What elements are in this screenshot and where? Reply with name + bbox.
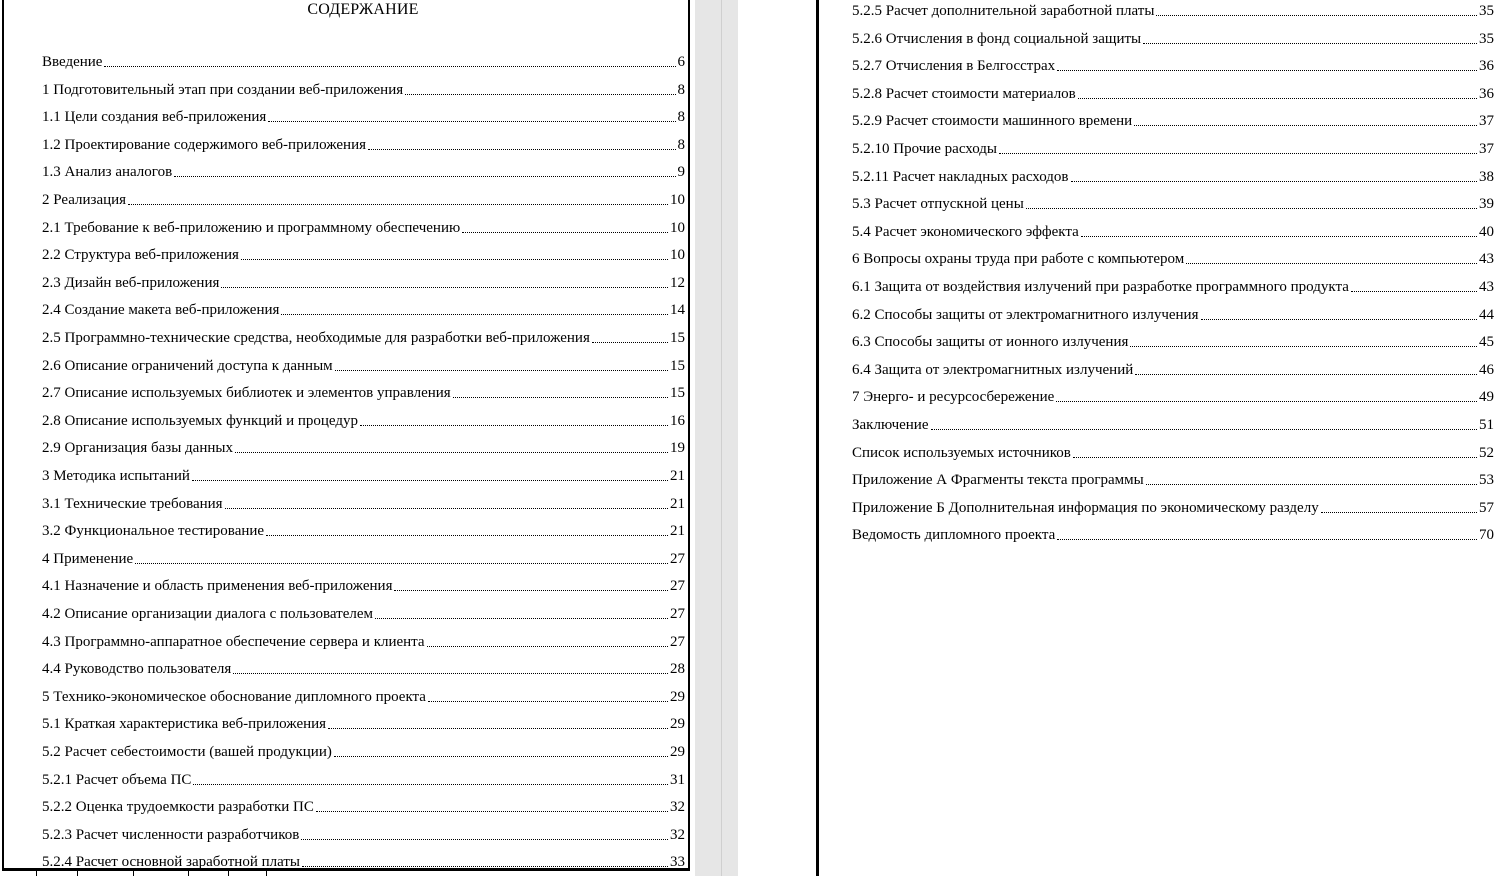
toc-entry-title: 2.3 Дизайн веб-приложения [42, 274, 220, 291]
toc-entry-page: 37 [1479, 141, 1494, 157]
toc-entry-page: 29 [670, 744, 685, 760]
toc-dot-leader [592, 342, 668, 343]
toc-entry-page: 40 [1479, 223, 1494, 240]
toc-dot-leader [316, 811, 668, 812]
toc-entry-title: 6.1 Защита от воздействия излучений при разработке программного продукта [852, 279, 1349, 295]
toc-entry-title: 1 Подготовительный этап при создании веб-приложения [42, 81, 404, 98]
toc-entry-page: 10 [670, 247, 685, 264]
toc-entry [852, 166, 1494, 186]
toc-dot-leader [128, 204, 668, 205]
toc-entry [852, 331, 1494, 351]
toc-entry-page: 10 [670, 192, 685, 208]
toc-entry-page: 46 [1479, 361, 1494, 378]
toc-dot-leader [1073, 457, 1477, 458]
toc-entry-page: 15 [670, 357, 685, 374]
toc-entry-page: 39 [1479, 196, 1494, 213]
toc-dot-leader [281, 314, 668, 315]
toc-entry-title: 2.6 Описание ограничений доступа к данным [42, 357, 333, 374]
toc-entry-page: 70 [1479, 527, 1494, 544]
toc-entry-page: 27 [670, 578, 685, 595]
toc-entry [852, 442, 1494, 462]
toc-dot-leader [375, 618, 668, 619]
toc-dot-leader [233, 673, 668, 674]
toc-entry-title: 4 Применение [42, 550, 134, 567]
toc-entry [42, 437, 685, 457]
toc-entry-page: 16 [670, 412, 685, 429]
toc-entry-page: 19 [670, 440, 685, 457]
toc-entry-title: 5.2.8 Расчет стоимости материалов [852, 85, 1076, 102]
toc-entry-page: 6 [677, 54, 685, 70]
toc-entry-page: 57 [1479, 499, 1494, 516]
toc-entry-page: 27 [670, 550, 685, 567]
toc-entry-title: 1.3 Анализ аналогов [42, 164, 173, 181]
toc-entry-title: 5.2.10 Прочие расходы [852, 141, 997, 157]
toc-entry-page: 37 [1479, 113, 1494, 130]
toc-list-left [42, 0, 685, 876]
toc-entry-page: 29 [670, 716, 685, 733]
toc-entry-page: 12 [670, 274, 685, 291]
toc-entry-page: 27 [670, 633, 685, 650]
toc-entry-title: 5.3 Расчет отпускной цены [852, 196, 1024, 213]
toc-dot-leader [428, 701, 668, 702]
toc-entry-title: 5.1 Краткая характеристика веб-приложения [42, 716, 327, 733]
toc-entry-title: 6.2 Способы защиты от электромагнитного излучения [852, 306, 1199, 323]
toc-entry [852, 248, 1494, 268]
toc-dot-leader [394, 590, 668, 591]
toc-dot-leader [193, 784, 668, 785]
toc-entry [42, 217, 685, 237]
toc-entry-title: 2.2 Структура веб-приложения [42, 247, 239, 264]
toc-entry-title: 4.1 Назначение и область применения веб-приложения [42, 578, 393, 595]
toc-entry-page: 38 [1479, 168, 1494, 185]
toc-entry-page: 32 [670, 799, 685, 816]
toc-entry-title: 3.1 Технические требования [42, 495, 223, 512]
toc-entry-title: 1.1 Цели создания веб-приложения [42, 109, 267, 126]
toc-entry-title: Заключение [852, 417, 929, 433]
toc-entry [42, 382, 685, 402]
toc-entry-page: 44 [1479, 306, 1494, 323]
toc-entry [42, 631, 685, 651]
toc-entry-title: 3 Методика испытаний [42, 468, 190, 484]
toc-dot-leader [1146, 484, 1477, 485]
toc-entry-page: 31 [670, 771, 685, 788]
toc-entry-page: 27 [670, 606, 685, 622]
toc-entry [852, 83, 1494, 103]
toc-entry [42, 410, 685, 430]
toc-dot-leader [368, 149, 675, 150]
toc-entry [42, 603, 685, 623]
toc-entry-page: 8 [677, 109, 685, 126]
toc-entry-title: 5 Технико-экономическое обоснование дипломного проекта [42, 688, 426, 705]
toc-dot-leader [235, 452, 668, 453]
toc-entry-title: 5.4 Расчет экономического эффекта [852, 223, 1079, 240]
toc-dot-leader [1156, 15, 1477, 16]
toc-entry-page: 29 [670, 688, 685, 705]
toc-entry-page: 8 [677, 81, 685, 98]
toc-dot-leader [1135, 374, 1477, 375]
toc-entry [42, 134, 685, 154]
toc-dot-leader [427, 646, 668, 647]
toc-entry [852, 524, 1494, 544]
toc-dot-leader [1056, 401, 1477, 402]
toc-dot-leader [328, 728, 668, 729]
toc-dot-leader [462, 232, 668, 233]
toc-entry [852, 55, 1494, 75]
toc-entry [42, 299, 685, 319]
toc-entry-page: 28 [670, 661, 685, 678]
toc-entry-title: 5.2.2 Оценка трудоемкости разработки ПС [42, 799, 314, 816]
toc-dot-leader [1134, 125, 1477, 126]
toc-dot-leader [1351, 291, 1477, 292]
toc-entry-title: 2.1 Требование к веб-приложению и программному обеспечению [42, 219, 461, 236]
toc-dot-leader [266, 535, 668, 536]
toc-entry-title: Приложение Б Дополнительная информация по экономическому разделу [852, 499, 1319, 516]
toc-entry [42, 493, 685, 513]
toc-dot-leader [453, 397, 668, 398]
toc-dot-leader [1057, 70, 1477, 71]
toc-entry-page: 21 [670, 468, 685, 484]
toc-entry [42, 796, 685, 816]
toc-dot-leader [360, 425, 668, 426]
toc-entry [42, 161, 685, 181]
toc-entry [42, 713, 685, 733]
toc-entry-page: 21 [670, 495, 685, 512]
toc-entry [852, 497, 1494, 517]
toc-entry [42, 51, 685, 71]
toc-entry [42, 465, 685, 485]
toc-entry-title: 5.2.6 Отчисления в фонд социальной защиты [852, 30, 1142, 47]
toc-dot-leader [174, 176, 675, 177]
toc-entry [852, 110, 1494, 130]
toc-entry-page: 36 [1479, 58, 1494, 75]
toc-entry [42, 824, 685, 844]
toc-entry [42, 244, 685, 264]
toc-dot-leader [1057, 539, 1477, 540]
toc-entry-title: 5.2.5 Расчет дополнительной заработной платы [852, 3, 1155, 19]
toc-entry-title: 6.4 Защита от электромагнитных излучений [852, 361, 1134, 378]
toc-entry-page: 43 [1479, 251, 1494, 268]
toc-entry-title: 5.2.7 Отчисления в Белгосстрах [852, 58, 1056, 75]
toc-entry [42, 520, 685, 540]
toc-dot-leader [999, 153, 1477, 154]
toc-entry [42, 272, 685, 292]
toc-dot-leader [1078, 98, 1477, 99]
toc-dot-leader [1071, 181, 1478, 182]
toc-entry-page: 49 [1479, 389, 1494, 406]
toc-entry-page: 15 [670, 330, 685, 346]
toc-entry [852, 304, 1494, 324]
toc-entry-page: 8 [677, 136, 685, 153]
toc-entry-title: Введение [42, 54, 103, 70]
toc-entry [852, 28, 1494, 48]
toc-entry [42, 851, 685, 871]
toc-dot-leader [1143, 43, 1477, 44]
toc-dot-leader [931, 429, 1478, 430]
toc-entry-title: 6.3 Способы защиты от ионного излучения [852, 334, 1129, 351]
toc-entry-title: 5.2.1 Расчет объема ПС [42, 771, 192, 788]
toc-entry [852, 221, 1494, 241]
toc-entry [42, 327, 685, 347]
toc-entry [42, 575, 685, 595]
toc-entry-page: 9 [677, 164, 685, 181]
toc-entry-title: 2.5 Программно-технические средства, необходимые для разработки веб-приложения [42, 330, 590, 346]
toc-entry-page: 10 [670, 219, 685, 236]
toc-entry-title: 4.2 Описание организации диалога с пользователем [42, 606, 374, 622]
toc-entry [42, 686, 685, 706]
toc-entry [42, 741, 685, 761]
toc-entry-title: 2.9 Организация базы данных [42, 440, 233, 457]
toc-entry [852, 359, 1494, 379]
toc-dot-leader [334, 756, 668, 757]
toc-entry [852, 276, 1494, 296]
toc-entry [42, 79, 685, 99]
toc-entry [42, 106, 685, 126]
toc-entry [42, 769, 685, 789]
toc-entry-page: 52 [1479, 444, 1494, 461]
toc-entry-title: Ведомость дипломного проекта [852, 527, 1056, 544]
toc-entry [852, 138, 1494, 158]
toc-entry-title: 6 Вопросы охраны труда при работе с компьютером [852, 251, 1185, 268]
toc-entry-title: 2.8 Описание используемых функций и процедур [42, 412, 358, 429]
toc-entry-title: 5.2.9 Расчет стоимости машинного времени [852, 113, 1133, 130]
toc-dot-leader [241, 259, 668, 260]
toc-dot-leader [1081, 236, 1477, 237]
toc-entry-title: 5.2.4 Расчет основной заработной платы [42, 854, 301, 871]
toc-entry-page: 45 [1479, 334, 1494, 351]
toc-dot-leader [225, 508, 668, 509]
toc-entry-title: 2.4 Создание макета веб-приложения [42, 302, 280, 319]
toc-dot-leader [192, 480, 668, 481]
toc-dot-leader [302, 866, 668, 867]
toc-entry-title: Список используемых источников [852, 444, 1071, 461]
page-title: СОДЕРЖАНИЕ [307, 1, 419, 18]
toc-entry-page: 35 [1479, 30, 1494, 47]
toc-entry-title: 2.7 Описание используемых библиотек и элементов управления [42, 385, 451, 402]
toc-entry-page: 14 [670, 302, 685, 319]
toc-dot-leader [1321, 512, 1477, 513]
toc-entry-page: 33 [670, 854, 685, 871]
toc-entry-title: 3.2 Функциональное тестирование [42, 523, 265, 540]
toc-entry-page: 36 [1479, 85, 1494, 102]
toc-entry-title: 5.2.11 Расчет накладных расходов [852, 168, 1069, 185]
document-page-left [0, 0, 695, 876]
toc-entry-page: 32 [670, 826, 685, 843]
toc-dot-leader [1026, 208, 1477, 209]
toc-entry [42, 548, 685, 568]
toc-dot-leader [301, 839, 668, 840]
toc-entry [852, 0, 1494, 20]
toc-dot-leader [135, 563, 668, 564]
toc-entry [852, 469, 1494, 489]
toc-entry-title: 2 Реализация [42, 192, 127, 208]
toc-entry-title: 7 Энерго- и ресурсосбережение [852, 389, 1055, 406]
toc-dot-leader [335, 370, 668, 371]
toc-entry-page: 51 [1479, 417, 1494, 433]
toc-dot-leader [1130, 346, 1477, 347]
toc-dot-leader [268, 121, 675, 122]
toc-entry [42, 355, 685, 375]
toc-entry-title: 5.2 Расчет себестоимости (вашей продукции) [42, 744, 332, 760]
toc-entry-title: Приложение А Фрагменты текста программы [852, 472, 1144, 489]
toc-entry [852, 193, 1494, 213]
toc-entry-title: 5.2.3 Расчет численности разработчиков [42, 826, 300, 843]
toc-entry-title: 1.2 Проектирование содержимого веб-приложения [42, 136, 367, 153]
toc-dot-leader [221, 287, 668, 288]
toc-entry-page: 15 [670, 385, 685, 402]
toc-entry-title: 4.3 Программно-аппаратное обеспечение сервера и клиента [42, 633, 425, 650]
page-gap [695, 0, 738, 876]
toc-entry [852, 414, 1494, 434]
toc-dot-leader [405, 94, 675, 95]
toc-entry [42, 189, 685, 209]
toc-list-right [852, 0, 1494, 876]
toc-entry [852, 386, 1494, 406]
toc-entry-page: 35 [1479, 3, 1494, 19]
toc-entry-page: 21 [670, 523, 685, 540]
title-block-stamp [0, 870, 695, 876]
toc-dot-leader [1201, 319, 1478, 320]
toc-dot-leader [104, 66, 675, 67]
toc-entry-page: 43 [1479, 279, 1494, 295]
toc-entry [42, 658, 685, 678]
toc-entry-page: 53 [1479, 472, 1494, 489]
toc-dot-leader [1186, 263, 1477, 264]
toc-entry-title: 4.4 Руководство пользователя [42, 661, 232, 678]
